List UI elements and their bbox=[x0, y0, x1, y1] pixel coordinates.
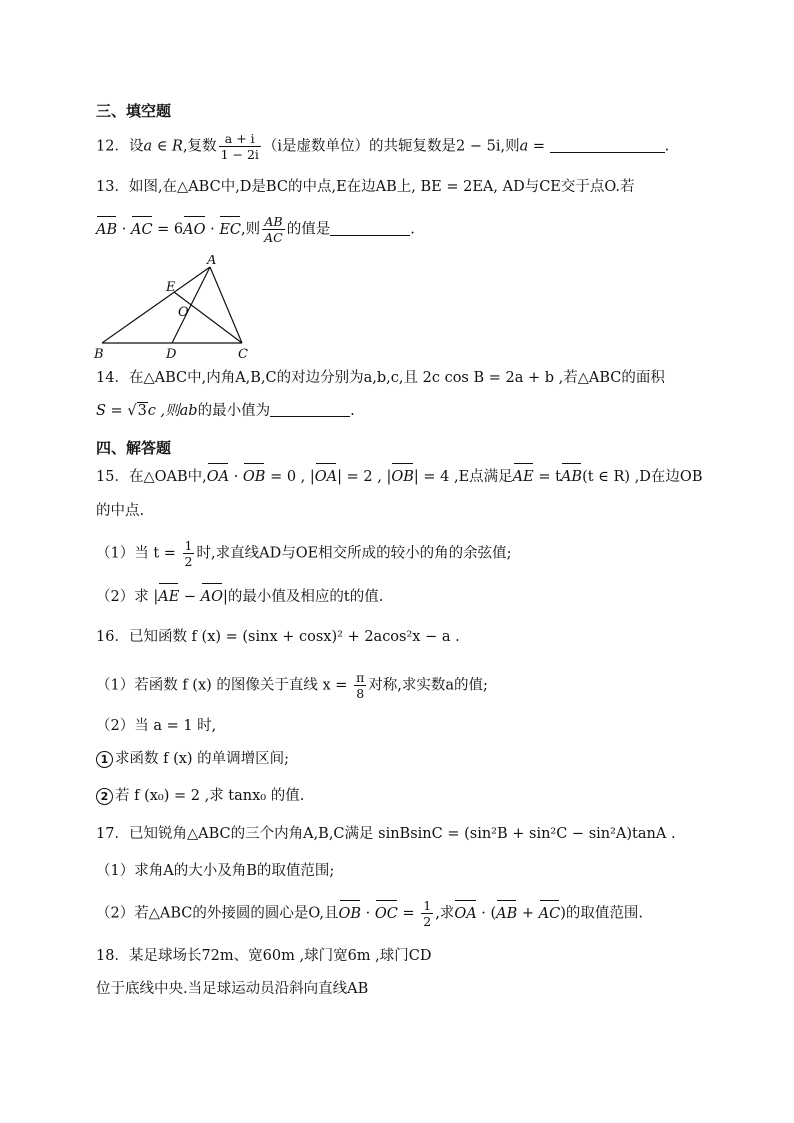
q15-p2-post: |的最小值及相应的t的值. bbox=[223, 589, 384, 605]
q15-p1-num: 1 bbox=[184, 538, 193, 553]
q15-p2-pre: （2）求 | bbox=[96, 589, 159, 605]
q17-p2-eq: = bbox=[397, 905, 420, 922]
vector-ao-2: AO bbox=[201, 586, 223, 608]
vector-oa-abs: OA bbox=[315, 466, 337, 488]
label-d: D bbox=[166, 347, 177, 362]
q12-prefix: 12．设 bbox=[96, 138, 144, 155]
section-heading-fill-in: 三、填空题 bbox=[96, 102, 172, 120]
q12-fraction bbox=[219, 131, 261, 162]
q17-p2-post: 的取值范围. bbox=[565, 905, 644, 922]
vector-oc-17: OC bbox=[375, 903, 398, 925]
question-16-part1 bbox=[96, 670, 698, 701]
q15-p1-pre: （1）当 t = bbox=[96, 545, 181, 562]
vector-ao: AO bbox=[183, 219, 205, 241]
question-17: 17．已知锐角△ABC的三个内角A,B,C满足 sinBsinC = (sin²B + sin²C − sin²A)tanA . bbox=[96, 826, 676, 842]
vector-ob: OB bbox=[243, 466, 266, 488]
q15-p1-den: 2 bbox=[184, 554, 193, 569]
q12-frac-den: 1 − 2i bbox=[220, 147, 259, 162]
q13-answer-blank bbox=[330, 221, 410, 236]
question-17-part2: （2）若△ABC的外接圆的圆心是O,且OB · OC = $\frac{1}{2}$ ,求OA · (AB + AC)的取值范围. bbox=[96, 898, 644, 929]
question-18-line2: 位于底线中央.当足球运动员沿斜向直线AB bbox=[96, 981, 369, 997]
vector-ab-15: AB bbox=[561, 466, 582, 488]
q16-p1-num: π bbox=[356, 670, 365, 685]
vector-ab: AB bbox=[96, 219, 117, 241]
label-a: A bbox=[207, 255, 217, 268]
q16-p1-post: 对称,求实数a的值; bbox=[368, 677, 488, 694]
vector-ac: AC bbox=[131, 219, 153, 241]
q14-answer-blank bbox=[270, 402, 350, 417]
q12-tail: ,则 bbox=[500, 138, 520, 155]
q17-p2-num: 1 bbox=[423, 898, 432, 913]
question-16-sub1 bbox=[96, 748, 698, 770]
q13-end-dot: . bbox=[410, 221, 415, 238]
q16-p1-den: 8 bbox=[356, 686, 365, 701]
vector-ac-17: AC bbox=[539, 903, 561, 925]
q12-end: . bbox=[664, 138, 670, 155]
label-e: E bbox=[166, 280, 176, 295]
q14-s-post: c ,则 bbox=[147, 403, 180, 419]
q15-l1c: | = 2 , | bbox=[337, 469, 392, 485]
q15-l1a: 15．在△OAB中, bbox=[96, 469, 207, 485]
q17-p2-den: 2 bbox=[423, 914, 432, 929]
circled-number-2: 2 bbox=[96, 788, 113, 805]
question-14: 14．在△ABC中,内角A,B,C的对边分别为a,b,c,且 2c cos B = 2a + b ,若△ABC的面积 bbox=[96, 370, 665, 386]
q13-frac-den: AC bbox=[264, 230, 283, 245]
q15-p2-mid: − bbox=[179, 589, 201, 605]
q17-p2-mid: ,求 bbox=[435, 905, 455, 922]
question-15: 15．在△OAB中,OA · OB = 0 , |OA| = 2 , |OB| = 4 ,E点满足AE = tAB(t ∈ R) ,D在边OB bbox=[96, 466, 698, 488]
vector-oa-17: OA bbox=[454, 903, 476, 925]
triangle-figure bbox=[90, 255, 260, 365]
q17-p2-pre: （2）若△ABC的外接圆的圆心是O,且 bbox=[96, 905, 339, 922]
q13-end: 的值是 bbox=[286, 221, 331, 238]
vector-oa: OA bbox=[207, 466, 229, 488]
section-heading-answer: 四、解答题 bbox=[96, 439, 172, 457]
question-15-part1 bbox=[96, 538, 698, 569]
q13-frac-num: AB bbox=[262, 214, 285, 230]
question-15-line2: 的中点. bbox=[96, 503, 145, 519]
q13-fraction bbox=[262, 214, 285, 245]
q15-l1d: | = 4 ,E点满足 bbox=[413, 469, 513, 485]
q12-frac-num: a + i bbox=[219, 131, 261, 147]
q14-tail: 的最小值为 bbox=[197, 403, 271, 419]
q13-tail: ,则 bbox=[241, 221, 261, 238]
question-13: 13．如图,在△ABC中,D是BC的中点,E在边AB上, BE = 2EA, AD与CE交于点O.若 bbox=[96, 179, 635, 195]
vector-ob-17: OB bbox=[339, 903, 362, 925]
question-16-sub2 bbox=[96, 785, 698, 807]
q12-value: 2 − 5i bbox=[456, 138, 501, 155]
q13-eq: = 6 bbox=[152, 221, 184, 238]
question-16: 16．已知函数 f (x) = (sinx + cosx)² + 2acos²x − a . bbox=[96, 629, 460, 645]
q15-p1-fraction bbox=[183, 538, 195, 569]
q16-s2-text: 若 f (x₀) = 2 ,求 tanx₀ 的值. bbox=[115, 788, 305, 804]
q14-s-eq: S = bbox=[96, 403, 128, 419]
circled-number-1: 1 bbox=[96, 751, 113, 768]
q14-end: . bbox=[350, 403, 355, 419]
vector-ob-abs: OB bbox=[391, 466, 414, 488]
q12-a-eq: a = bbox=[519, 138, 546, 155]
side-ab bbox=[102, 267, 210, 343]
q14-ab: ab bbox=[179, 403, 198, 419]
q15-l1b: = 0 , | bbox=[265, 469, 315, 485]
q12-answer-blank bbox=[550, 138, 665, 153]
q15-l1f: (t ∈ R) ,D在边OB bbox=[582, 469, 703, 485]
vector-ec: EC bbox=[219, 219, 241, 241]
question-18: 18．某足球场长72m、宽60m ,球门宽6m ,球门CD bbox=[96, 948, 432, 964]
question-16-part2: （2）当 a = 1 时, bbox=[96, 718, 217, 734]
q16-p1-fraction bbox=[354, 670, 366, 701]
q16-s1-text: 求函数 f (x) 的单调增区间; bbox=[115, 751, 290, 767]
label-c: C bbox=[238, 347, 248, 362]
q14-sqrt3: 3 bbox=[137, 403, 147, 419]
q16-p1-pre: （1）若函数 f (x) 的图像关于直线 x = bbox=[96, 677, 353, 694]
q15-p1-post: 时,求直线AD与OE相交所成的较小的角的余弦值; bbox=[196, 545, 512, 562]
q17-p2-fraction bbox=[421, 898, 433, 929]
question-15-part2 bbox=[96, 586, 698, 608]
q12-a-in-r: a ∈ R bbox=[143, 138, 183, 155]
question-14-line2: S = √3c ,则ab的最小值为 . bbox=[96, 403, 355, 419]
label-b: B bbox=[94, 347, 104, 362]
q12-post: （i是虚数单位）的共轭复数是 bbox=[262, 138, 457, 155]
label-o: O bbox=[178, 305, 189, 320]
question-12 bbox=[96, 131, 698, 162]
question-13-line2: AB · AC = 6AO · EC,则 $\frac{AB}{AC}$ 的值是 . bbox=[96, 214, 415, 245]
vector-ab-17: AB bbox=[496, 903, 517, 925]
q12-mid: ,复数 bbox=[182, 138, 217, 155]
vector-ae-2: AE bbox=[158, 586, 179, 608]
q15-l1e: = t bbox=[533, 469, 561, 485]
vector-ae: AE bbox=[513, 466, 534, 488]
question-17-part1: （1）求角A的大小及角B的取值范围; bbox=[96, 863, 335, 879]
